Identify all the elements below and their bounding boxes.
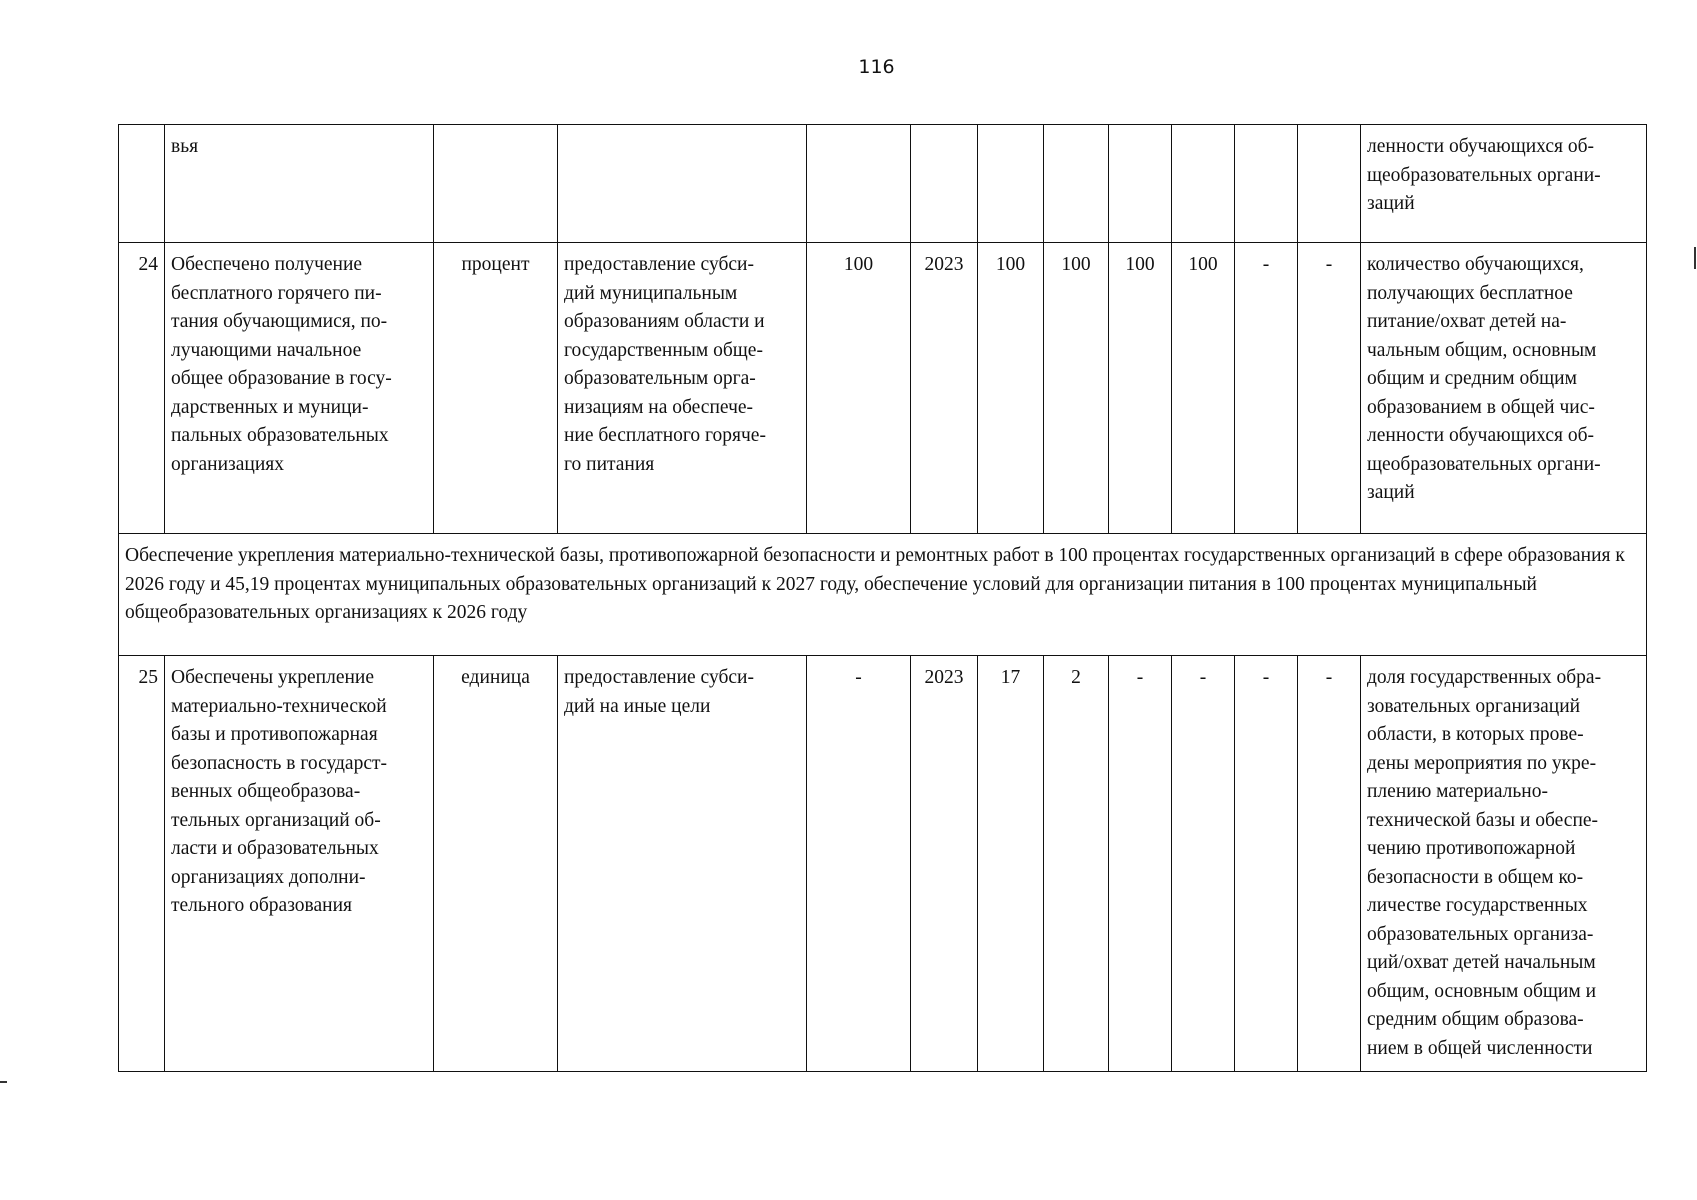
value-cell: -: [1235, 656, 1298, 1072]
base-value-cell: 100: [807, 243, 911, 534]
mechanism-cell: предоставление субси- дий на иные цели: [558, 656, 807, 1072]
result-name-cell: Обеспечено получение бесплатного горячего пи- тания обучающимися, по- лучающими начальное общее образование в госу- дарственных и муници- пальных образовательных организациях: [165, 243, 434, 534]
value-cell: 100: [1172, 243, 1235, 534]
calculation-cell: количество обучающихся, получающих бесплатное питание/охват детей на- чальным общим, основным общим и средним общим образованием в общей чис- ленности обучающихся об- щеобразовательных органи- заций: [1361, 243, 1647, 534]
scan-edge-mark: [0, 1081, 7, 1083]
row-number-cell: 24: [119, 243, 165, 534]
table-row: [119, 125, 1647, 243]
section-heading: Обеспечение укрепления материально-технической базы, противопожарной безопасности и ремонтных работ в 100 процентах государственных организаций в сфере образования к 2026 году и 45,19 процентах муниципальных образовательных организаций к 2027 году, обеспечение условий для организации питания в 100 процентах муниципальный общеобразовательных организациях к 2026 году: [119, 534, 1647, 656]
value-cell: [1235, 125, 1298, 243]
page-number: 116: [858, 56, 895, 78]
mechanism-cell: [558, 125, 807, 243]
table-row: [119, 656, 1647, 1072]
value-cell: 17: [978, 656, 1044, 1072]
value-cell: [1109, 125, 1172, 243]
value-cell: [1298, 125, 1361, 243]
value-cell: [911, 125, 978, 243]
value-cell: -: [1172, 656, 1235, 1072]
value-cell: -: [1109, 656, 1172, 1072]
value-cell: [807, 125, 911, 243]
calculation-cell: ленности обучающихся об- щеобразовательных органи- заций: [1361, 125, 1647, 243]
value-cell: 100: [1109, 243, 1172, 534]
value-cell: 100: [978, 243, 1044, 534]
value-cell: [1044, 125, 1109, 243]
table-row: [119, 243, 1647, 534]
section-row: [119, 534, 1647, 656]
value-cell: -: [1235, 243, 1298, 534]
result-name-cell: Обеспечены укрепление материально-технической базы и противопожарная безопасность в государст- венных общеобразова- тельных организаций об- ласти и образовательных организациях дополни- тельного образования: [165, 656, 434, 1072]
value-cell: 100: [1044, 243, 1109, 534]
calculation-cell: доля государственных обра- зовательных организаций области, в которых прове- дены мероприятия по укре- плению материально- технической базы и обеспе- чению противопожарной безопасности в общем ко- личестве государственных образовательных организа- ций/охват детей начальным общим, основным общим и средним общим образова- нием в общей численности: [1361, 656, 1647, 1072]
base-year-cell: 2023: [911, 243, 978, 534]
base-year-cell: 2023: [911, 656, 978, 1072]
value-cell: [1172, 125, 1235, 243]
row-number-cell: [119, 125, 165, 243]
unit-cell: единица: [434, 656, 558, 1072]
mechanism-cell: предоставление субси- дий муниципальным образованиям области и государственным обще- образовательным орга- низациям на обеспече- ние бесплатного горяче- го питания: [558, 243, 807, 534]
indicators-table: [118, 124, 1647, 1072]
value-cell: -: [1298, 243, 1361, 534]
scan-edge-mark: [1694, 247, 1696, 269]
value-cell: [978, 125, 1044, 243]
result-name-cell: вья: [165, 125, 434, 243]
value-cell: -: [1298, 656, 1361, 1072]
unit-cell: [434, 125, 558, 243]
unit-cell: процент: [434, 243, 558, 534]
row-number-cell: 25: [119, 656, 165, 1072]
base-value-cell: -: [807, 656, 911, 1072]
value-cell: 2: [1044, 656, 1109, 1072]
